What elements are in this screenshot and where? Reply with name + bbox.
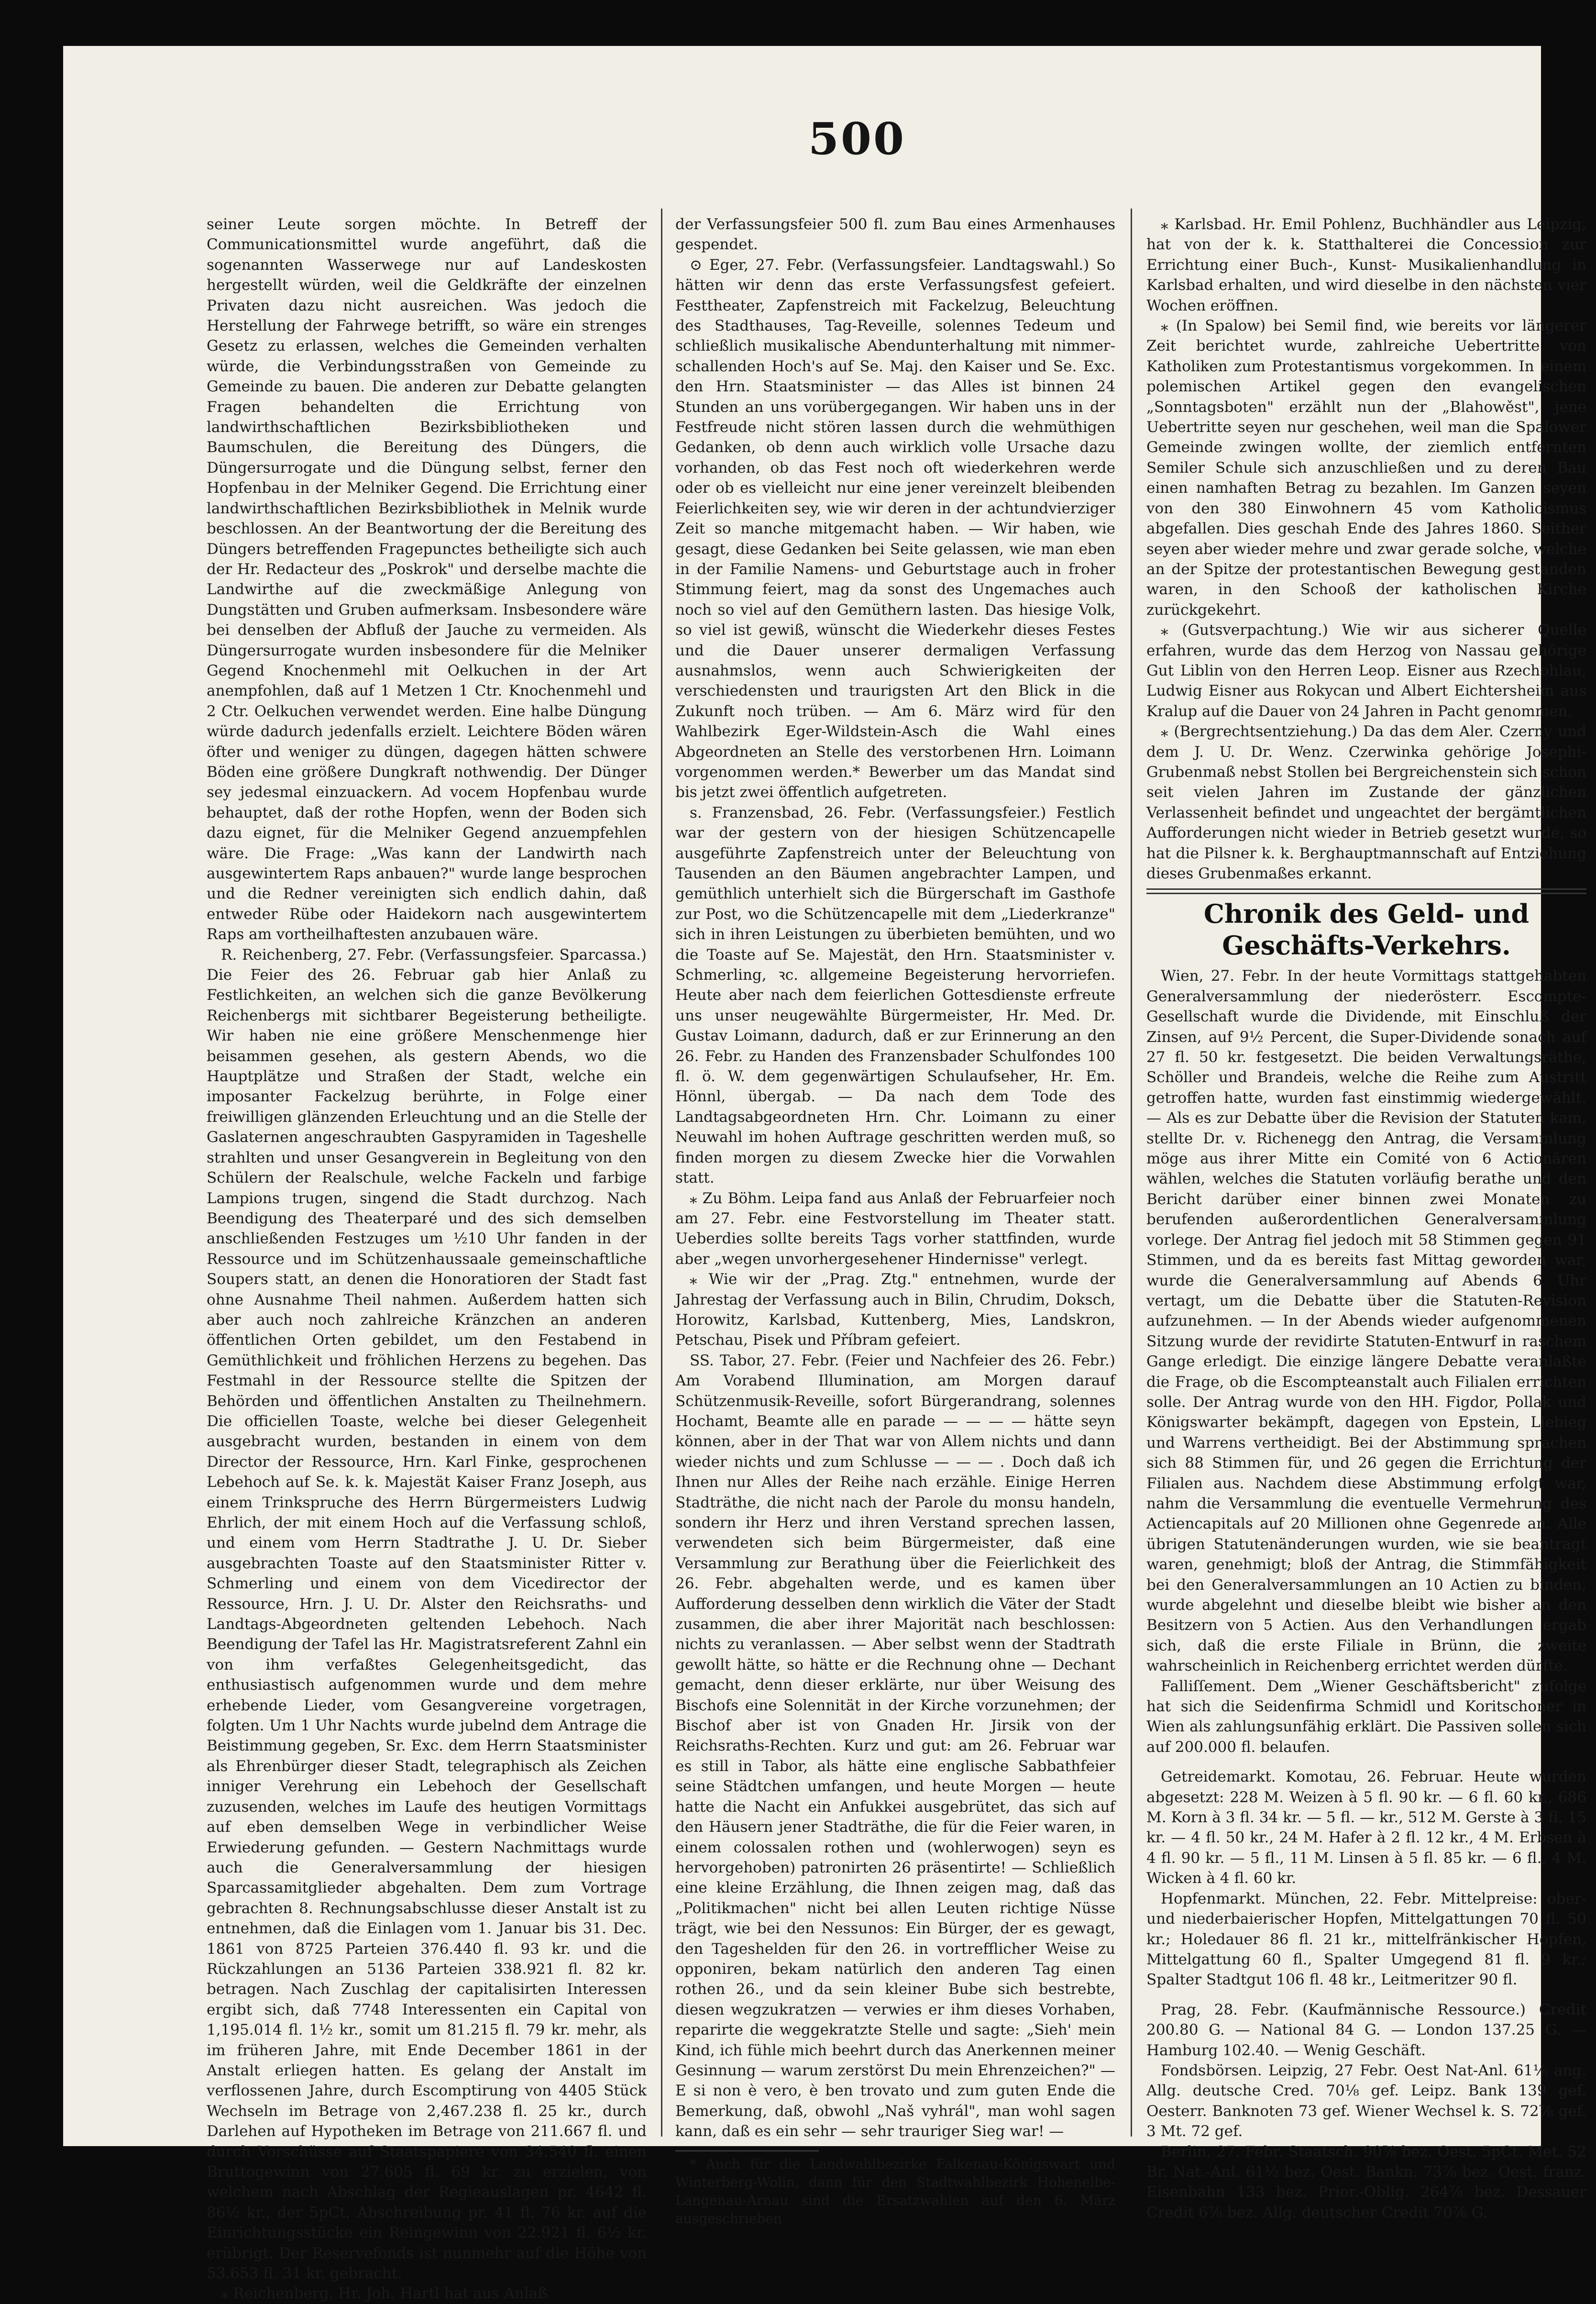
article-reichenberg: R. Reichenberg, 27. Febr. (Verfassungsfeier. Sparcassa.) Die Feier des 26. Februar gab hier Anlaß zu Festlichkeiten, an welchen sich die ganze Bevölkerung Reichenbergs mit sichtbarer Begeisterung betheiligte. Wir haben nie eine größere Menschenmenge hier beisammen gesehen, als gestern Abends, wo die Hauptplätze und Straßen der Stadt, welche ein imposanter Fackelzug berührte, in Folge einer freiwilligen glänzenden Erleuchtung und an die Stelle der Gaslaternen angeschraubten Gaspyramiden in Tageshelle strahlten und unser Gesangverein in Begleitung von den Schülern der Realschule, welche Fackeln und farbige Lampions trugen, singend die Stadt durchzog. Nach Beendigung des Theaterparé und des sich demselben anschließenden Festzuges um ½10 Uhr fanden in der Ressource und im Schützenhaussaale gemeinschaftliche Soupers statt, an denen die Honoratioren der Stadt fast ohne Ausnahme Theil nahmen. Außerdem hatten sich aber auch noch zahlreiche Kränzchen an anderen öffentlichen Orten gebildet, um den Festabend in Gemüthlichkeit und fröhlichen Herzens zu begehen. Das Festmahl in der Ressource stellte die Spitzen der Behörden und öffentlichen Anstalten zu Theilnehmern. Die officiellen Toaste, welche bei dieser Gelegenheit ausgebracht wurden, bestanden in einem von dem Director der Ressource, Hrn. Karl Finke, gesprochenen Lebehoch auf Se. k. k. Majestät Kaiser Franz Joseph, aus einem Trinkspruche des Herrn Bürgermeisters Ludwig Ehrlich, der mit einem Hoch auf die Verfassung schloß, und einem vom Herrn Stadtrathe J. U. Dr. Sieber ausgebrachten Toaste auf den Staatsminister Ritter v. Schmerling und einem von dem Vicedirector der Ressource, Hrn. J. U. Dr. Alster den Reichsraths- und Landtags-Abgeordneten geltenden Lebehoch. Nach Beendigung der Tafel las Hr. Magistratsreferent Zahnl ein von ihm verfaßtes Gelegenheitsgedicht, das enthusiastisch aufgenommen wurde und dem mehre erhebende Lieder, vom Gesangvereine vorgetragen, folgten. Um 1 Uhr Nachts wurde jubelnd dem Antrage die Beistimmung gegeben, Sr. Exc. dem Herrn Staatsminister als Ehrenbürger dieser Stadt, telegraphisch als Zeichen inniger Verehrung ein Lebehoch der Gesellschaft zuzusenden, welches im Laufe des heutigen Vormittags auf eben demselben Wege in verbindlicher Weise Erwiederung gefunden. — Gestern Nachmittags wurde auch die Generalversammlung der hiesigen Sparcassamitglieder abgehalten. Dem zum Vortrage gebrachten 8. Rechnungsabschlusse dieser Anstalt ist zu entnehmen, daß die Einlagen vom 1. Januar bis 31. Dec. 1861 von 8725 Parteien 376.440 fl. 93 kr. und die Rückzahlungen an 5136 Parteien 338.921 fl. 82 kr. betragen. Nach Zuschlag der capitalisirten Interessen ergibt sich, daß 7748 Interessenten ein Capital von 1,195.014 fl. 1½ kr., somit um 81.215 fl. 79 kr. mehr, als im früheren Jahre, mit Ende December 1861 in der Anstalt erliegen hatten. Es gelang der Anstalt im verflossenen Jahre, durch Escomptirung von 4405 Stück Wechseln im Betrage von 2,467.238 fl. 25 kr., durch Darlehen auf Hypotheken im Betrage von 211.667 fl. und durch Vorschüsse auf Staatspapiere von 34.540 fl. einen Bruttogewinn von 27.605 fl. 69 kr. zu erzielen, von welchem nach Abschlag der Regieauslagen pr. 4642 fl. 86½ kr., der 5pCt. Abschreibung pr. 41 fl. 76 kr. auf die Einrichtungsstücke ein Reingewinn von 22.921 fl. 6½ kr. erübrigt. Der Reservefonds ist nunmehr auf die Höhe von 53.653 fl. 31 kr. gebracht. (207, 946, 647, 2282)
footnote: * Auch für die Landwahlbezirke Falkenau-Königswart und Winterberg-Wolin, dann für den Stadtwahlbezirk Hohenelbe-Langenau-Arnau sind die Ersatzwahlen auf den 6. März ausgeschrieben (675, 2156, 1115, 2226)
article-spalow: ⁎ (In Spalow) bei Semil find, wie bereits vor längerer Zeit berichtet wurde, zahlreiche Uebertritte von Katholiken zum Protestantismus vorgekommen. In einem polemischen Artikel gegen den evangelischen „Sonntagsboten" erzählt nun der „Blahowěst", jene Uebertritte seyen nur geschehen, weil man die Spalower Gemeinde zwingen wollte, der ziemlich entfernten Semiler Schule sich anzuschließen und zu deren Bau einen namhaften Betrag zu bezahlen. Im Ganzen seyen von den 380 Einwohnern 45 vom Katholicismus abgefallen. Dies geschah Ende des Jahres 1860. Seither seyen aber wieder mehre und zwar gerade solche, welche an der Spitze der protestantischen Bewegung gestanden waren, in den Schooß der katholischen Kirche zurückgekehrt. (1146, 317, 1586, 619)
article-reichenberg-brief: ⁎ Reichenberg. Hr. Joh. Hartl hat aus Anlaß (221, 2285, 548, 2303)
page-number: 500 (808, 113, 906, 165)
article-wien: Wien, 27. Febr. In der heute Vormittags stattgehabten Generalversammlung der niederösterr. Escompte-Gesellschaft wurde die Dividende, mit Einschluß der Zinsen, auf 9½ Percent, die Super-Dividende sonach auf 27 fl. 50 kr. festgesetzt. Die beiden Verwaltungsräthe, Schöller und Brandeis, welche die Reihe zum Austritt getroffen hatte, wurden fast einstimmig wiedergewählt. — Als es zur Debatte über die Revision der Statuten kam, stellte Dr. v. Richenegg den Antrag, die Versammlung möge aus ihrer Mitte ein Comité von 6 Actionären wählen, welches die Statuten vorläufig berathe und den Bericht darüber einer binnen zwei Monaten zu berufenden außerordentlichen Generalversammlung vorlege. Der Antrag fiel jedoch mit 58 Stimmen gegen 91 Stimmen, und da es bereits fast Mittag geworden war, wurde die Generalversammlung auf Abends 6 Uhr vertagt, um die Debatte über die Statuten-Revision aufzunehmen. — In der Abends wieder aufgenommenen Sitzung wurde der revidirte Statuten-Entwurf in raschem Gange erledigt. Die einzige längere Debatte veranlaßte die Frage, ob die Escompteanstalt auch Filialen errichten solle. Der Antrag wurde von den HH. Figdor, Pollak und Königswarter bekämpft, dagegen von Epstein, Liebieg und Warrens vertheidigt. Bei der Abstimmung sprachen sich 88 Stimmen für, und 26 gegen die Errichtung der Filialen aus. Nachdem diese Abstimmung erfolgt war, nahm die Versammlung die eventuelle Vermehrung des Actiencapitals auf 20 Millionen ohne Gegenrede an. Alle übrigen Statutenänderungen wurden, wie sie beantragt waren, genehmigt; bloß der Antrag, die Stimmfähigkeit bei den Generalversammlungen an 10 Actien zu binden, wurde abgelehnt und dieselbe bleibt wie bisher an den Besitzern von 5 Actien. Aus den Verhandlungen ergab sich, daß die erste Filiale in Brünn, die zweite wahrscheinlich in Reichenberg errichtet werden dürfte. (1146, 967, 1586, 1675)
article-bergrecht: ⁎ (Bergrechtsentziehung.) Da das dem Aler. Czerny und dem J. U. Dr. Wenz. Czerwinka gehörige Josephi-Grubenmaß nebst Stollen bei Bergreichenstein sich schon seit vielen Jahren im Zustande der gänzlichen Verlassenheit befindet und ungeachtet der bergämtlichen Aufforderungen nicht wieder in Betrieb gesetzt wurde, so hat die Pilsner k. k. Berghauptmannschaft auf Entziehung dieses Grubenmaßes erkannt. (1146, 723, 1586, 882)
article-eger: ⊙ Eger, 27. Febr. (Verfassungsfeier. Landtagswahl.) So hätten wir denn das erste Verfassungsfest gefeiert. Festtheater, Zapfenstreich mit Fackelzug, Beleuchtung des Stadthauses, Tag-Reveille, solennes Tedeum und schließlich musikalische Abendunterhaltung mit nimmer-schallenden Hoch's auf Se. Maj. den Kaiser und Se. Exc. den Hrn. Staatsminister — das Alles ist binnen 24 Stunden an uns vorübergegangen. Wir haben uns in der Festfreude nicht stören lassen durch die wehmüthigen Gedanken, ob denn auch wirklich volle Ursache dazu vorhanden, ob das Fest noch oft wiederkehren werde oder ob es vielleicht nur eine jener vereinzelt bleibenden Feierlichkeiten sey, wie wir deren in der achtundvierziger Zeit so manche mitgemacht haben. — Wir haben, wie gesagt, diese Gedanken bei Seite gelassen, wie man eben in der Familie Namens- und Geburtstage auch in froher Stimmung feiert, mag da sonst des Ungemaches auch noch so viel auf den Gemüthern lasten. Das hiesige Volk, so viel ist gewiß, wünscht die Wiederkehr dieses Festes und die Dauer unserer dermaligen Verfassung ausnahmslos, wenn auch Schwierigkeiten der verschiedensten und traurigsten Art den Blick in die Zukunft noch trüben. — Am 6. März wird für den Wahlbezirk Eger-Wildstein-Asch die Wahl eines Abgeordneten an Stelle des verstorbenen Hrn. Loimann vorgenommen werden.* Bewerber um das Mandat sind bis jetzt zwei öffentlich aufgetreten. (675, 256, 1115, 801)
article-prag-boerse: Prag, 28. Febr. (Kaufmännische Ressource.) Credit 200.80 G. — National 84 G. — London 137.25 G. — Hamburg 102.40. — Wenig Geschäft. (1146, 2001, 1586, 2059)
article-getreidemarkt: Getreidemarkt. Komotau, 26. Februar. Heute wurden abgesetzt: 228 M. Weizen à 5 fl. 90 kr. — 6 fl. 60 kr., 686 M. Korn à 3 fl. 34 kr. — 5 fl. — kr., 512 M. Gerste à 3 fl. 15 kr. — 4 fl. 50 kr., 24 M. Hafer à 2 fl. 12 kr., 4 M. Erbsen à 4 fl. 90 kr. — 5 fl., 11 M. Linsen à 5 fl. 85 kr. — 6 fl., 4 M. Wicken à 4 fl. 60 kr. (1146, 1768, 1586, 1887)
article-karlsbad: ⁎ Karlsbad. Hr. Emil Pohlenz, Buchhändler aus Leipzig, hat von der k. k. Statthalterei die Concession zur Errichtung einer Buch-, Kunst- Musikalienhandlung in Karlsbad erhalten, und wird dieselbe in den nächsten vier Wochen eröffnen. (1146, 216, 1586, 314)
article-berlin: Berlin, 27. Febr. Staatsch. 90⅞ bez. Oest. 5pCt. Met. 52 Br. Nat.-Anl. 61½ bez. Oest. Bankn. 73⅞ bez. Oest. franz. Eisenbahn 133 bez. Prior.-Oblig. 264⅞ bez. Dessauer Credit 6⅞ bez. Allg. deutscher Credit 70⅞ G. (1146, 2143, 1586, 2221)
article-falliment: Falliſſement. Dem „Wiener Geschäftsbericht" zufolge hat sich die Seidenfirma Schmidl und Koritschoner in Wien als zahlungsunfähig erklärt. Die Passiven sollen sich auf 200.000 fl. belaufen. (1146, 1677, 1586, 1756)
article-prag-ztg: ⁎ Wie wir der „Prag. Ztg." entnehmen, wurde der Jahrestag der Verfassung auch in Bilin, Chrudim, Doksch, Horowitz, Karlsbad, Kuttenberg, Mies, Landskron, Petschau, Pisek und Příbram gefeiert. (675, 1271, 1115, 1349)
article-hopfenmarkt: Hopfenmarkt. München, 22. Febr. Mittelpreise: ober- und niederbaierischer Hopfen, Mittelgattungen 70 fl. 50 kr.; Holedauer 86 fl. 21 kr., mittelfränkischer Hopfen, Mittelgattung 60 fl., Spalter Umgegend 81 fl. 9 kr.; Spalter Stadtgut 106 fl. 48 kr., Leitmeritzer 90 fl. (1146, 1890, 1586, 1989)
section-divider (1146, 888, 1586, 894)
spacer (1146, 1757, 1586, 1767)
spacer (1146, 1990, 1586, 2000)
article-fondsboersen: Fondsbörsen. Leipzig, 27 Febr. Oest Nat-Anl. 61⅛ ang. Allg. deutsche Cred. 70⅛ gef. Leipz. Bank 139 gef. Oesterr. Banknoten 73 gef. Wiener Wechsel k. S. 72⅞ gef. 3 Mt. 72 gef. (1146, 2061, 1586, 2140)
column-1 (207, 214, 647, 2303)
section-heading: Chronik des Geld- und Geschäfts-Verkehrs. (1203, 898, 1530, 961)
footnote-rule (675, 2150, 819, 2151)
article-paragraph: seiner Leute sorgen möchte. In Betreff der Communicationsmittel wurde angeführt, daß die sogenannten Wasserwege nur auf Landeskosten hergestellt würden, weil die Geldkräfte der einzelnen Privaten dazu nicht ausreichen. Was jedoch die Herstellung der Fahrwege betrifft, so wäre ein strenges Gesetz zu erlassen, welches die Gemeinden verhalten würde, die Verbindungsstraßen von Gemeinde zu Gemeinde zu bauen. Die anderen zur Debatte gelangten Fragen behandelten die Errichtung von landwirthschaftlichen Bezirksbibliotheken und Baumschulen, die Bereitung des Düngers, die Düngersurrogate und die Düngung selbst, ferner den Hopfenbau in der Melniker Gegend. Die Errichtung einer landwirthschaftlichen Bezirksbibliothek in Melnik wurde beschlossen. An der Beantwortung der die Bereitung des Düngers betreffenden Fragepunctes betheiligte sich auch der Hr. Redacteur des „Poskrok" und derselbe machte die Landwirthe auf die zweckmäßige Anlegung von Dungstätten und Gruben aufmerksam. Insbesondere wäre bei denselben der Abfluß der Jauche zu vermeiden. Als Düngersurrogate wurden insbesondere für die Melniker Gegend Knochenmehl mit Oelkuchen in der Art anempfohlen, daß auf 1 Metzen 1 Ctr. Knochenmehl und 2 Ctr. Oelkuchen verwendet werden. Eine halbe Düngung würde dadurch jedenfalls erzielt. Leichtere Böden wären öfter und weniger zu düngen, dagegen hätten schwere Böden eine größere Dungkraft nothwendig. Der Dünger sey jedesmal einzuackern. Ad vocem Hopfenbau wurde behauptet, daß der rothe Hopfen, wenn der Boden sich dazu eignet, für die Melniker Gegend anzuempfehlen wäre. Die Frage: „Was kann der Landwirth nach ausgewintertem Raps anbauen?" wurde lange besprochen und die Redner vereinigten sich endlich dahin, daß entweder Rübe oder Haidekorn nach ausgewintertem Raps am vortheilhaftesten anzubauen wäre. (207, 216, 647, 943)
article-leipa: ⁎ Zu Böhm. Leipa fand aus Anlaß der Februarfeier noch am 27. Febr. eine Festvorstellung im Theater statt. Ueberdies sollte bereits Tags vorher stattfinden, wurde aber „wegen unvorhergesehener Hindernisse" verlegt. (675, 1189, 1115, 1268)
column-rule (661, 209, 662, 2137)
newspaper-page (63, 46, 1586, 2303)
article-tabor: SS. Tabor, 27. Febr. (Feier und Nachfeier des 26. Febr.) Am Vorabend Illumination, am Morgen darauf Schützenmusik-Reveille, sofort Bürgerandrang, solennes Hochamt, Beamte alle en parade — — — — hätte seyn können, aber in der That war von Allem nichts und dann wieder nichts und zum Schlusse — — — . Doch daß ich Ihnen nur Alles der Reihe nach erzähle. Einige Herren Stadträthe, die nicht nach der Parole du monsu handeln, sondern ihr Herz und ihren Verstand sprechen lassen, verwendeten sich beim Bürgermeister, daß eine Versammlung zur Berathung über die Feierlichkeit des 26. Febr. abgehalten werde, und es kamen über Aufforderung desselben denn wirklich die Väter der Stadt zusammen, die aber ihrer Majorität nach beschlossen: nichts zu veranlassen. — Aber selbst wenn der Stadtrath gewollt hätte, so hätte er die Rechnung ohne — Dechant gemacht, denn dieser erklärte, nur über Weisung des Bischofs eine Solennität in der Kirche vorzunehmen; der Bischof aber ist von Gnaden Hr. Jirsik von der Reichsraths-Rechten. Kurz und gut: am 26. Februar war es still in Tabor, als hätte eine englische Sabbathfeier seine Städtchen umfangen, und heute Morgen — heute hatte die Nacht ein Anfukkei ausgebrütet, das sich auf den Häusern jener Stadträthe, die für die Feier waren, in einem colossalen rothen und (wohlerwogen) seyn es hervorgehoben) patronirten 26 präsentirte! — Schließlich eine kleine Erzählung, die Ihnen zeigen mag, daß das „Politikmachen" nicht bei allen Leuten richtige Nüsse trägt, wie bei den Nessunos: Ein Bürger, der es gewagt, den Tageshelden für den 26. in vortrefflicher Weise zu opponiren, bekam natürlich den anderen Tag einen rothen 26., und da sein kleiner Bube sich bestrebte, diesen wegzukratzen — verwies er ihm dieses Vorhaben, reparirte die weggekratzte Stelle und sagte: „Sieh' mein Kind, ich fühle mich beehrt durch das Anerkennen meiner Gesinnung — warum zerstörst Du mein Ehrenzeichen?" — E si non è vero, è ben trovato und zum guten Ende die Bemerkung, daß, obwohl „Naš vyhrál", man wohl sagen kann, daß es ein sehr — sehr trauriger Sieg war! — (675, 1351, 1115, 2140)
article-paragraph: der Verfassungsfeier 500 fl. zum Bau eines Armenhauses gespendet. (675, 216, 1115, 254)
column-3 (1146, 214, 1586, 2221)
column-2 (675, 214, 1115, 2226)
article-gutsverpachtung: ⁎ (Gutsverpachtung.) Wie wir aus sicherer Quelle erfahren, wurde das dem Herzog von Nassau gehörige Gut Liblin von den Herren Leop. Eisner aus Rzechohlau, Ludwig Eisner aus Rokycan und Albert Eichtersheim aus Kralup auf die Dauer von 24 Jahren in Pacht genommen. (1146, 621, 1586, 720)
column-rule (1131, 209, 1132, 2137)
article-franzensbad: s. Franzensbad, 26. Febr. (Verfassungsfeier.) Festlich war der gestern von der hiesigen Schützencapelle ausgeführte Zapfenstreich unter der Beleuchtung von Tausenden an den Bäumen angebrachter Lampen, und gemüthlich unterhielt sich die Bürgerschaft im Gasthofe zur Post, wo die Schützencapelle mit dem „Liederkranze" sich in ihren Leistungen zu überbieten bemühten, und wo die Toaste auf Se. Majestät, den Hrn. Staatsminister v. Schmerling, ꝛc. allgemeine Begeisterung hervorriefen. Heute aber nach dem feierlichen Gottesdienste erfreute uns unser neugewählte Bürgermeister, Hr. Med. Dr. Gustav Loimann, dadurch, daß er zur Erinnerung an den 26. Febr. zu Handen des Franzensbader Schulfondes 100 fl. ö. W. dem gegenwärtigen Schulaufseher, Hr. Em. Hönnl, übergab. — Da nach dem Tode des Landtagsabgeordneten Hrn. Chr. Loimann zu einer Neuwahl im hohen Auftrage geschritten werden muß, so finden morgen zu diesem Zwecke hier die Vorwahlen statt. (675, 804, 1115, 1187)
